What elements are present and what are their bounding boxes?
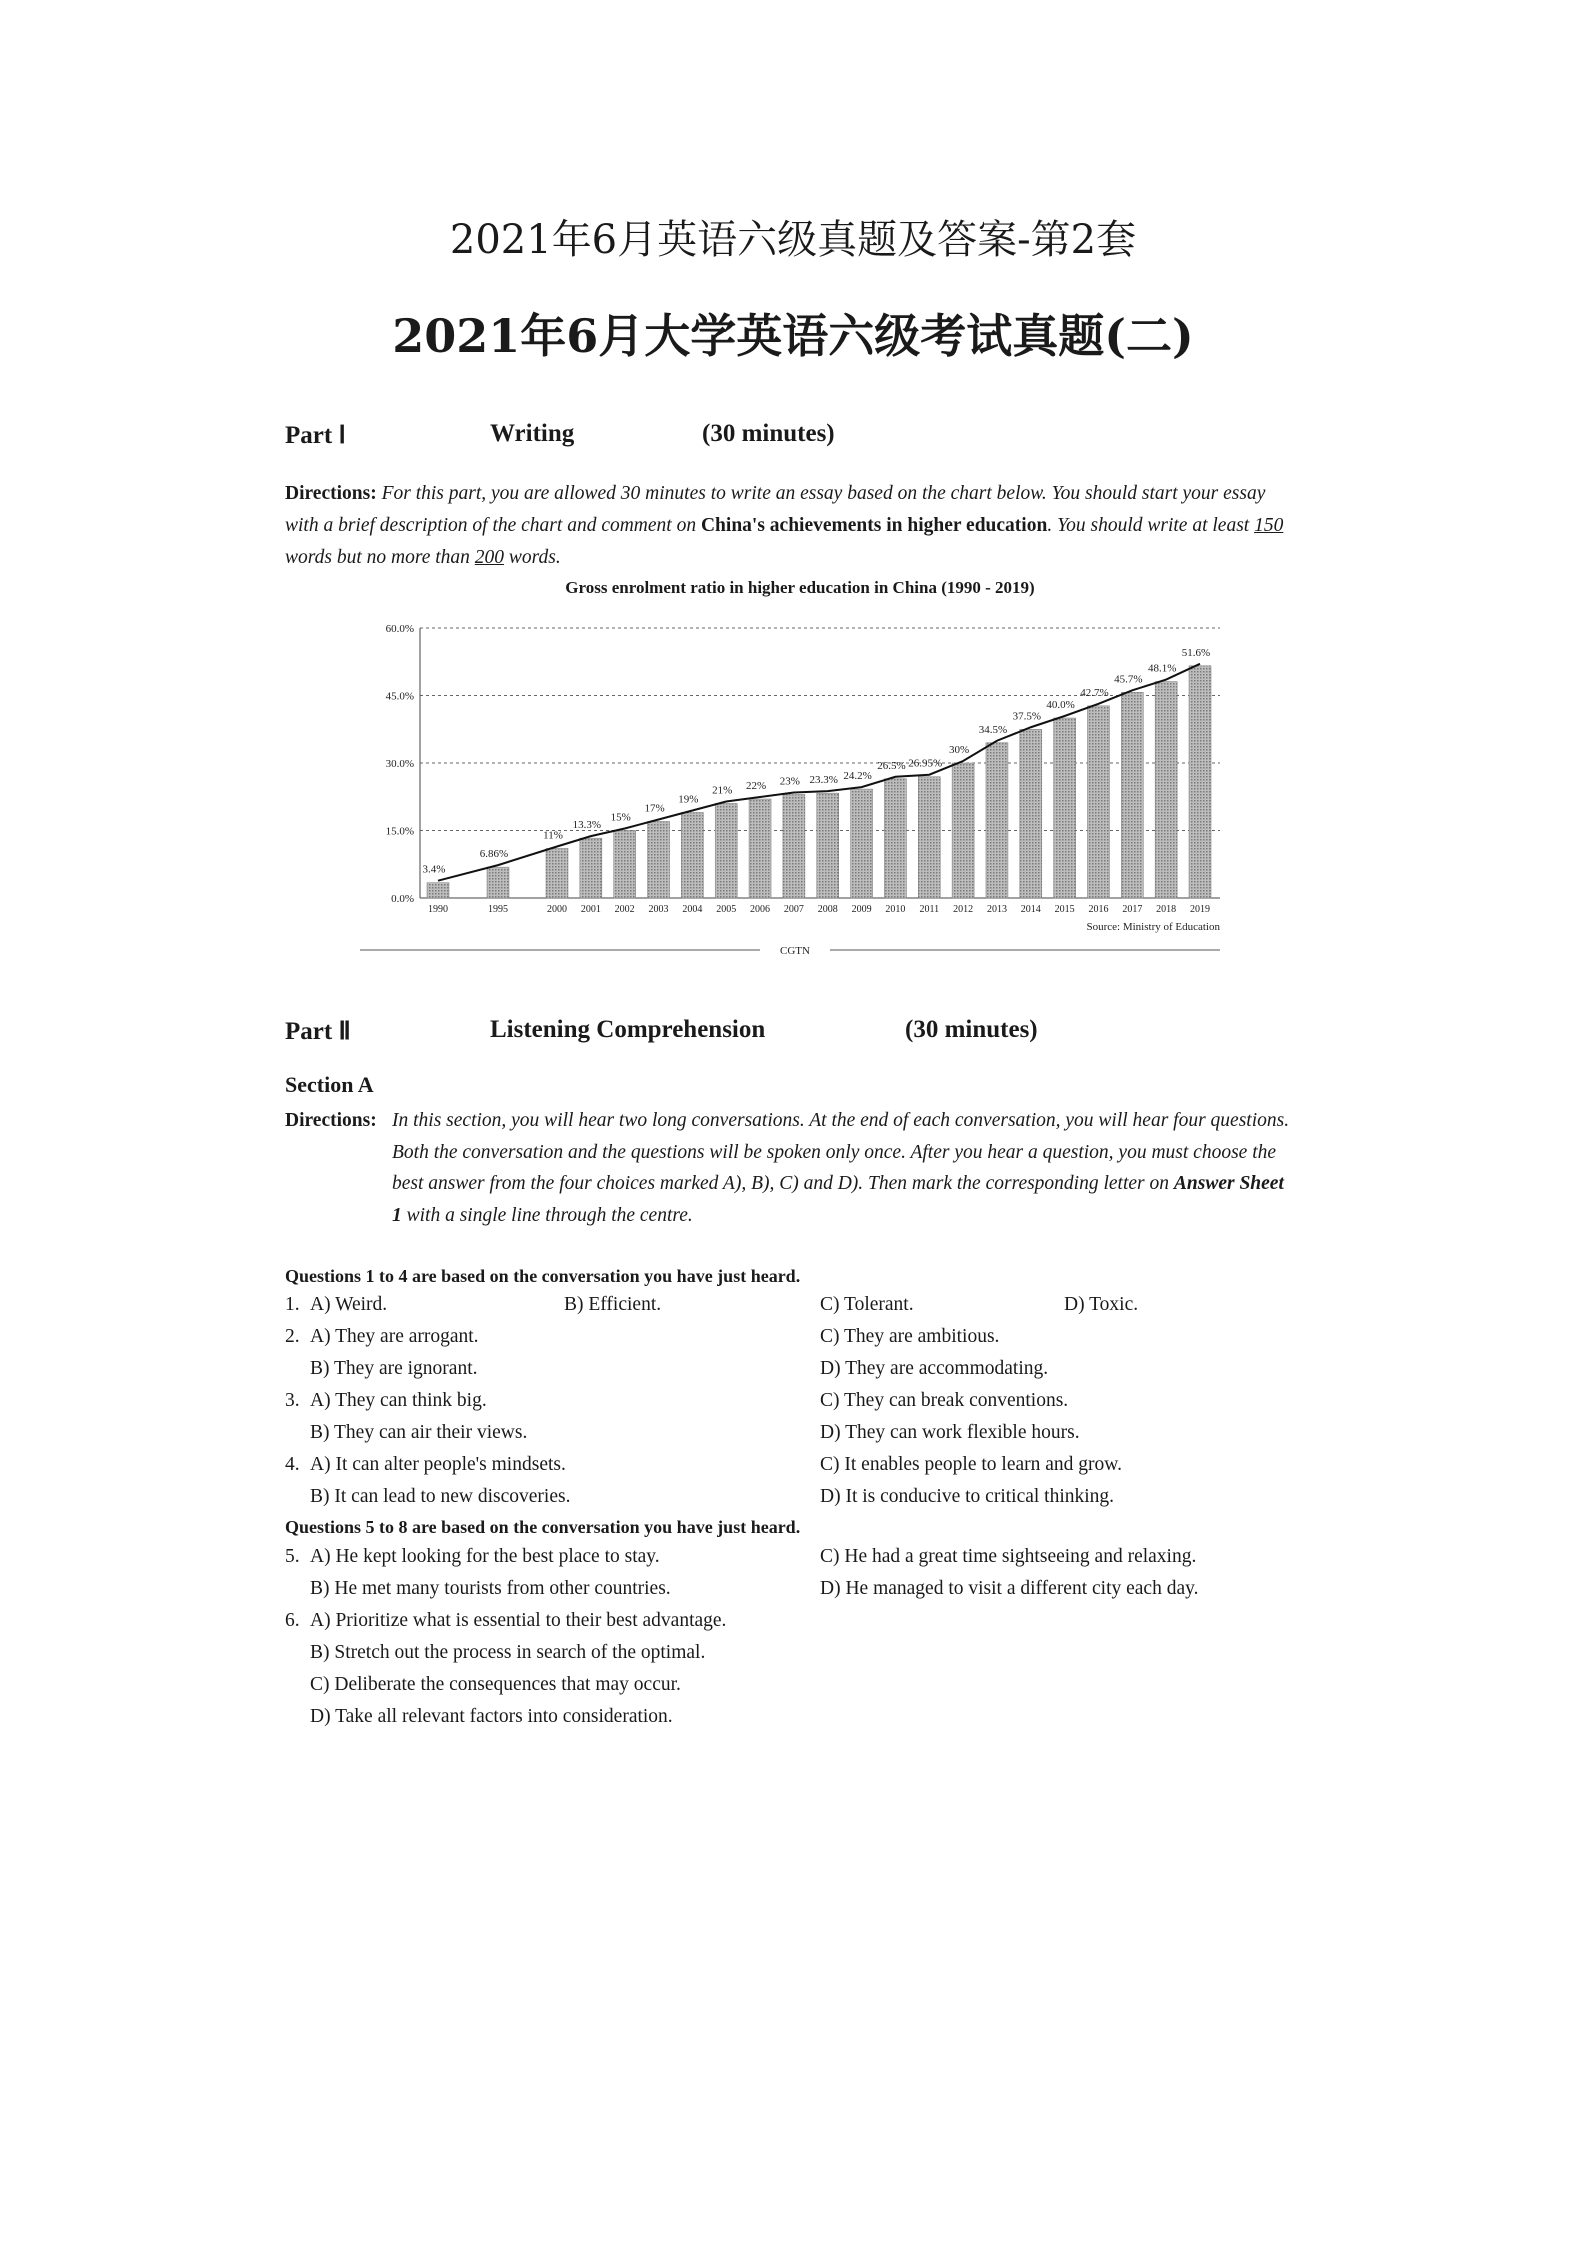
data-label: 34.5% (978, 723, 1008, 736)
q1-number: 1. (285, 1294, 300, 1315)
q5-option-a: A) He kept looking for the best place to stay. (310, 1546, 660, 1567)
x-tick-label: 2015 (1054, 904, 1075, 915)
x-tick-label: 2013 (986, 904, 1007, 915)
x-tick-label: 2005 (716, 904, 737, 915)
part2-label: Part Ⅱ (285, 1018, 351, 1045)
questions-1-4-heading: Questions 1 to 4 are based on the conversation you have just heard. (285, 1266, 801, 1286)
q6-option-a: A) Prioritize what is essential to their best advantage. (310, 1610, 727, 1631)
bar (884, 779, 906, 898)
bar (580, 838, 602, 898)
directions-bold: China's achievements in higher education (700, 515, 1048, 536)
data-label: 51.6% (1181, 646, 1211, 659)
q1-option-b: B) Efficient. (564, 1294, 662, 1315)
x-tick-label: 1995 (488, 904, 508, 915)
q6-option-b: B) Stretch out the process in search of the optimal. (310, 1642, 706, 1663)
x-tick-label: 2019 (1190, 904, 1210, 915)
q6-option-c: C) Deliberate the consequences that may occur. (310, 1674, 681, 1695)
q6-number: 6. (285, 1610, 300, 1631)
bar (952, 763, 974, 898)
bar (851, 789, 873, 898)
q1-option-c: C) Tolerant. (820, 1294, 914, 1315)
data-label: 23.3% (809, 774, 838, 787)
enrolment-chart (360, 578, 1240, 978)
q5-option-b: B) He met many tourists from other countries. (310, 1578, 671, 1599)
bar (749, 799, 771, 898)
data-label: 40.0% (1046, 699, 1075, 711)
section-a-heading: Section A (285, 1072, 374, 1097)
part2-time: (30 minutes) (905, 1016, 1038, 1043)
document-title: 2021年6月英语六级真题及答案-第2套 (449, 217, 1137, 263)
x-tick-label: 2016 (1088, 904, 1109, 915)
q6-option-d: D) Take all relevant factors into consideration. (310, 1706, 673, 1727)
q2-option-c: C) They are ambitious. (820, 1326, 1000, 1347)
x-tick-label: 2001 (580, 904, 601, 915)
x-tick-label: 2010 (885, 904, 906, 915)
bar (1087, 706, 1109, 898)
data-label: 3.4% (422, 863, 446, 876)
q1-option-d: D) Toxic. (1064, 1294, 1139, 1315)
data-label: 24.2% (843, 770, 872, 783)
part2-directions-label: Directions: (285, 1110, 377, 1131)
bar (1189, 666, 1211, 898)
x-tick-label: 2002 (614, 904, 635, 915)
directions-text-4: words. (504, 547, 561, 568)
data-label: 23% (779, 775, 800, 788)
bar (817, 793, 839, 898)
chart-svg (360, 578, 1240, 978)
bar (1121, 692, 1143, 898)
bar (614, 831, 636, 899)
bar (986, 743, 1008, 898)
q4-option-a: A) It can alter people's mindsets. (310, 1454, 566, 1475)
max-words: 200 (474, 547, 505, 568)
q4-option-d: D) It is conducive to critical thinking. (820, 1486, 1115, 1507)
chart-source: Source: Ministry of Education (1086, 921, 1220, 933)
bar (427, 883, 449, 898)
bar (918, 777, 940, 898)
directions-text-2: . You should write at least (1047, 515, 1255, 536)
q2-option-a: A) They are arrogant. (310, 1326, 479, 1347)
x-tick-label: 2003 (648, 904, 669, 915)
exam-title: 2021年6月大学英语六级考试真题(二) (392, 309, 1194, 363)
x-tick-label: 2018 (1156, 904, 1177, 915)
q2-number: 2. (285, 1326, 300, 1347)
data-label: 26.5% (877, 759, 906, 772)
bar (715, 804, 737, 899)
bar (1054, 718, 1076, 898)
bar (783, 795, 805, 899)
q3-option-c: C) They can break conventions. (820, 1390, 1069, 1411)
data-label: 45.7% (1114, 673, 1143, 686)
bar (1020, 729, 1042, 898)
q2-option-d: D) They are accommodating. (820, 1358, 1049, 1379)
data-label: 37.5% (1012, 710, 1042, 723)
directions-label: Directions: (285, 483, 377, 504)
part1-label: Part Ⅰ (285, 422, 346, 449)
data-label: 15% (610, 811, 631, 824)
min-words: 150 (1254, 515, 1284, 536)
data-label: 11% (543, 829, 563, 842)
x-tick-label: 2000 (547, 904, 567, 915)
chart-footer: CGTN (780, 945, 810, 957)
x-tick-label: 2004 (682, 904, 703, 915)
q1-option-a: A) Weird. (310, 1294, 388, 1315)
q5-number: 5. (285, 1546, 300, 1567)
data-label: 30% (949, 744, 970, 756)
y-tick-label: 0.0% (391, 893, 414, 905)
y-tick-label: 45.0% (385, 690, 414, 703)
data-label: 48.1% (1147, 662, 1177, 675)
bar (1155, 682, 1177, 898)
data-label: 42.7% (1080, 686, 1109, 699)
data-label: 19% (678, 793, 699, 806)
bar (546, 849, 568, 899)
questions-5-8-heading: Questions 5 to 8 are based on the conversation you have just heard. (285, 1517, 801, 1537)
q3-option-d: D) They can work flexible hours. (820, 1422, 1080, 1443)
x-tick-label: 2006 (750, 904, 771, 915)
y-tick-label: 60.0% (385, 623, 414, 635)
x-tick-label: 2012 (953, 904, 974, 915)
x-tick-label: 1990 (428, 904, 448, 915)
x-tick-label: 2007 (783, 904, 804, 915)
x-tick-label: 2011 (919, 904, 940, 915)
directions-text-3: words but no more than (285, 547, 475, 568)
data-label: 22% (745, 780, 767, 792)
q4-option-b: B) It can lead to new discoveries. (310, 1486, 571, 1507)
data-label: 13.3% (572, 819, 602, 832)
part1-time: (30 minutes) (702, 420, 835, 447)
q5-option-d: D) He managed to visit a different city each day. (820, 1578, 1199, 1599)
y-tick-label: 30.0% (385, 758, 414, 770)
bar (648, 822, 670, 899)
q3-option-b: B) They can air their views. (310, 1422, 528, 1443)
data-label: 17% (644, 802, 665, 815)
q4-number: 4. (285, 1454, 300, 1475)
q3-option-a: A) They can think big. (310, 1390, 487, 1411)
part2-directions-text-1: In this section, you will hear two long conversations. At the end of each conversation, you will hear four questions. Both the conversation and the questions will be spoken only once. After you hear a question, you must choose the best answer from the four choices marked A), B), C) and D). Then mark the corresponding letter on (392, 1110, 1290, 1194)
y-tick-label: 15.0% (385, 825, 414, 838)
data-label: 21% (712, 784, 733, 797)
q2-option-b: B) They are ignorant. (310, 1358, 478, 1379)
part2-name: Listening Comprehension (490, 1016, 766, 1043)
bar (681, 813, 703, 899)
x-tick-label: 2014 (1020, 904, 1041, 915)
x-tick-label: 2017 (1122, 904, 1143, 915)
directions-text-1: For this part, you are allowed 30 minutes to write an essay based on the chart below. You should start your essay with a brief description of the chart and comment on (285, 483, 1266, 536)
chart-title: Gross enrolment ratio in higher education in China (1990 - 2019) (565, 578, 1035, 597)
x-tick-label: 2008 (817, 904, 838, 915)
part2-directions-text-2: with a single line through the centre. (401, 1204, 693, 1226)
q3-number: 3. (285, 1390, 300, 1411)
part1-directions (285, 478, 1295, 574)
q4-option-c: C) It enables people to learn and grow. (820, 1454, 1122, 1475)
bar (487, 867, 509, 898)
q5-option-c: C) He had a great time sightseeing and relaxing. (820, 1546, 1197, 1567)
part2-directions (285, 1105, 1295, 1231)
answer-sheet-ref: Answer Sheet 1 (392, 1173, 1284, 1226)
x-tick-label: 2009 (851, 904, 872, 915)
data-label: 6.86% (479, 848, 509, 861)
data-label: 26.95% (908, 757, 943, 770)
part1-name: Writing (490, 420, 575, 447)
